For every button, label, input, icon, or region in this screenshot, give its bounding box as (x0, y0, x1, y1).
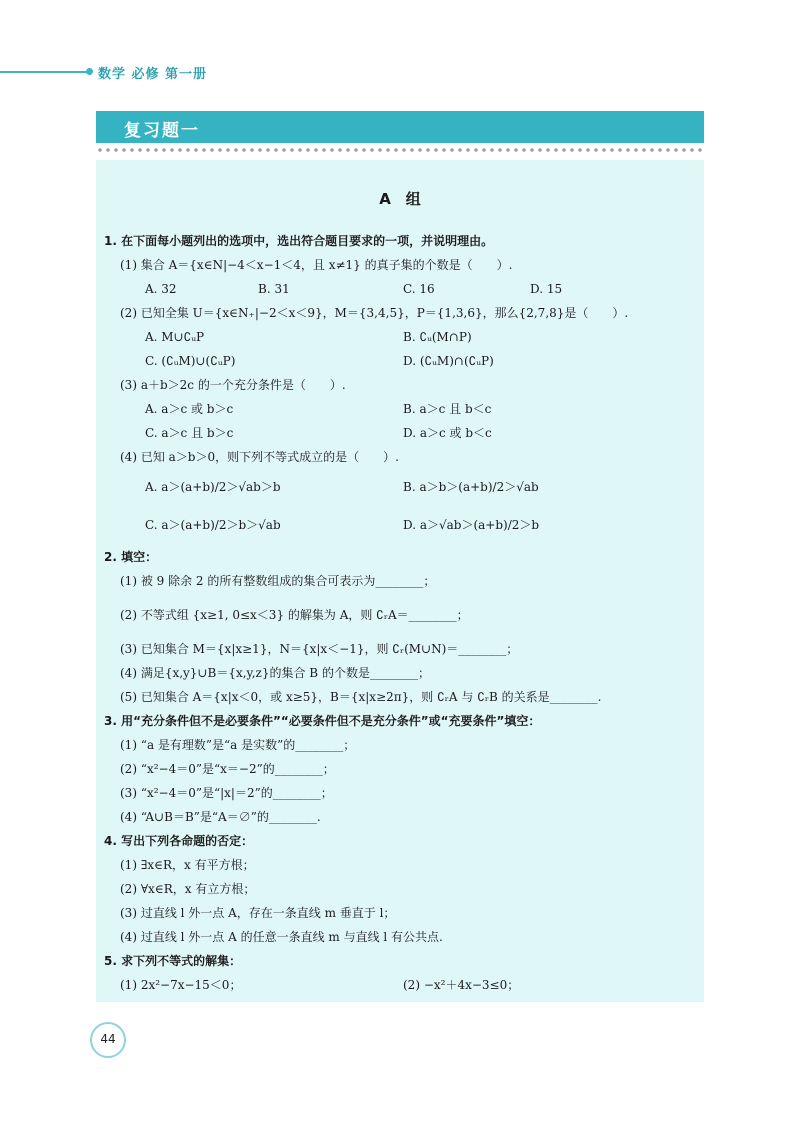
q2-p1: (1) 被 9 除余 2 的所有整数组成的集合可表示为________； (120, 574, 436, 588)
q4-p1: (1) ∃x∈R，x 有平方根； (120, 858, 255, 872)
q1-p4-option-a: A. a＞(a+b)/2＞√ab＞b (145, 480, 281, 494)
q1-stem: 1. 在下面每小题列出的选项中，选出符合题目要求的一项，并说明理由。 (104, 234, 494, 248)
q1-p4-option-c: C. a＞(a+b)/2＞b＞√ab (145, 518, 281, 532)
q1-p4-option-d: D. a＞√ab＞(a+b)/2＞b (403, 518, 540, 532)
q1-p1-option-b: B. 31 (258, 282, 290, 296)
q1-p1-option-a: A. 32 (145, 282, 177, 296)
q1-p1-stem: (1) 集合 A＝{x∈N|−4＜x−1＜4，且 x≠1} 的真子集的个数是（ ）. (120, 258, 513, 272)
group-title: A 组 (379, 190, 421, 208)
q3-p3: (3) “x²−4＝0”是“|x|＝2”的________； (120, 786, 333, 800)
q1-p3-option-c: C. a＞c 且 b＞c (145, 426, 234, 440)
q1-p4-stem: (4) 已知 a＞b＞0，则下列不等式成立的是（ ）. (120, 450, 399, 464)
q3-p2: (2) “x²−4＝0”是“x＝−2”的________； (120, 762, 335, 776)
q1-p3-option-d: D. a＞c 或 b＜c (403, 426, 492, 440)
q2-p4: (4) 满足{x,y}∪B＝{x,y,z}的集合 B 的个数是________； (120, 666, 430, 680)
q2-p2: (2) 不等式组 {x≥1, 0≤x＜3} 的解集为 A，则 ∁ᵣA＝________； (120, 608, 469, 622)
q2-stem: 2. 填空： (104, 550, 158, 564)
q3-p4: (4) “A∪B＝B”是“A＝∅”的________. (120, 810, 321, 824)
q4-p2: (2) ∀x∈R，x 有立方根； (120, 882, 256, 896)
q5-p2: (2) −x²＋4x−3≤0； (403, 978, 520, 992)
q1-p2-option-a: A. M∪∁ᵤP (145, 330, 205, 344)
q5-stem: 5. 求下列不等式的解集： (104, 954, 242, 968)
q1-p4-option-b: B. a＞b＞(a+b)/2＞√ab (403, 480, 539, 494)
book-title: 数学 必修 第一册 (98, 67, 208, 82)
q3-p1: (1) “a 是有理数”是“a 是实数”的________； (120, 738, 356, 752)
q5-p1: (1) 2x²−7x−15＜0； (120, 978, 242, 992)
q1-p2-option-c: C. (∁ᵤM)∪(∁ᵤP) (145, 354, 236, 368)
q1-p2-option-d: D. (∁ᵤM)∩(∁ᵤP) (403, 354, 494, 368)
q1-p3-stem: (3) a＋b＞2c 的一个充分条件是（ ）. (120, 378, 346, 392)
q1-p2-stem: (2) 已知全集 U＝{x∈N₊|−2＜x＜9}，M＝{3,4,5}，P＝{1,3,6}，那么{2,7,8}是（ ）. (120, 306, 629, 320)
q4-p4: (4) 过直线 l 外一点 A 的任意一条直线 m 与直线 l 有公共点. (120, 930, 443, 944)
header-dot (86, 68, 93, 75)
q3-stem: 3. 用“充分条件但不是必要条件”“必要条件但不是充分条件”或“充要条件”填空： (104, 714, 541, 728)
q4-p3: (3) 过直线 l 外一点 A，存在一条直线 m 垂直于 l； (120, 906, 396, 920)
q2-p5: (5) 已知集合 A＝{x|x＜0，或 x≥5}，B＝{x|x≥2π}，则 ∁ᵣA 与 ∁ᵣB 的关系是________. (120, 690, 602, 704)
dotted-divider (96, 147, 704, 153)
q1-p1-option-c: C. 16 (403, 282, 435, 296)
q1-p1-option-d: D. 15 (530, 282, 563, 296)
section-title: 复习题一 (124, 121, 200, 141)
section-banner (96, 111, 704, 143)
page-number: 44 (100, 1032, 116, 1046)
q1-p2-option-b: B. ∁ᵤ(M∩P) (403, 330, 472, 344)
q4-stem: 4. 写出下列各命题的否定： (104, 834, 254, 848)
q1-p3-option-a: A. a＞c 或 b＞c (145, 402, 234, 416)
q1-p3-option-b: B. a＞c 且 b＜c (403, 402, 492, 416)
header-rule (0, 71, 88, 73)
q2-p3: (3) 已知集合 M＝{x|x≥1}，N＝{x|x＜−1}，则 ∁ᵣ(M∪N)＝________； (120, 642, 519, 656)
